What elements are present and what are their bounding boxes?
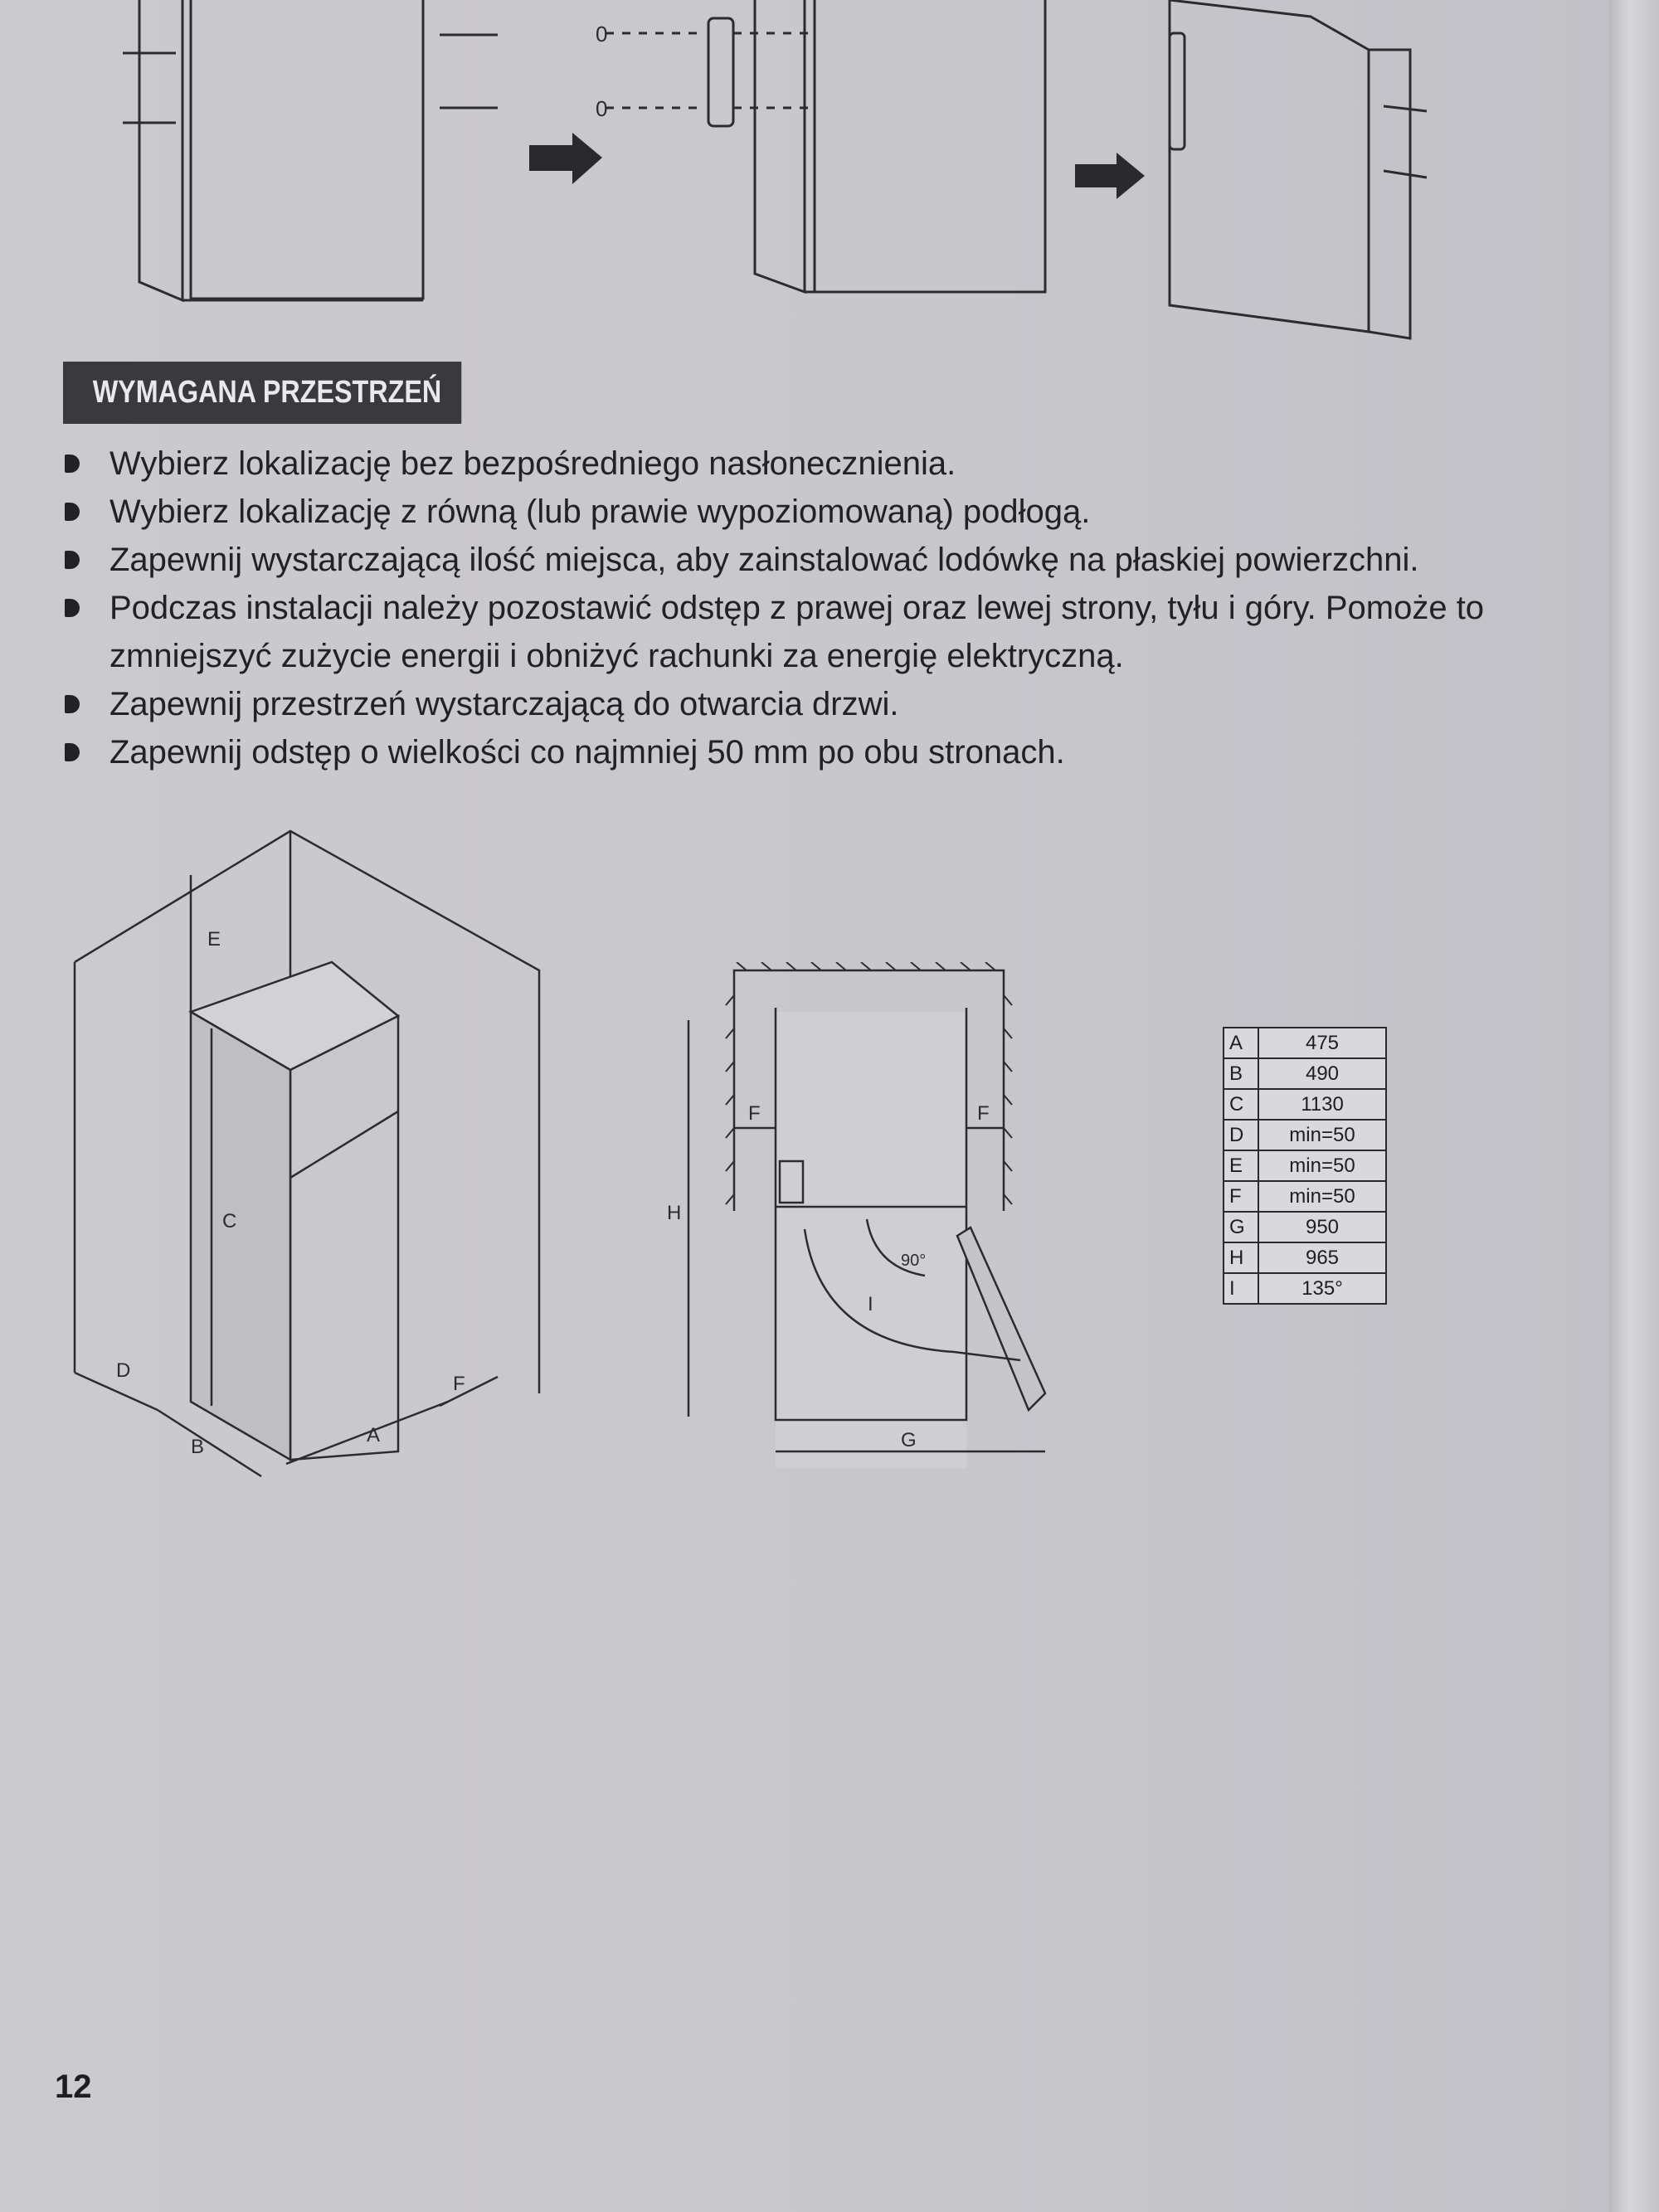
table-row: F min=50 bbox=[1224, 1181, 1386, 1212]
list-item: Podczas instalacji należy pozostawić odstęp z prawej oraz lewej strony, tyłu i góry. Pomoże to zmniejszyć zużycie energii i obniżyć rachunki za energię elektryczną. bbox=[58, 584, 1535, 680]
label-i: I bbox=[868, 1293, 873, 1315]
zero-label: 0 bbox=[596, 96, 608, 121]
page-edge bbox=[1609, 0, 1659, 2212]
label-f: F bbox=[453, 1373, 465, 1395]
fridge-step-2 bbox=[708, 0, 1045, 292]
label-h: H bbox=[667, 1202, 682, 1224]
table-row: G 950 bbox=[1224, 1212, 1386, 1242]
isometric-clearance-diagram bbox=[58, 821, 572, 1501]
arrow-icon bbox=[606, 33, 815, 108]
table-row: I 135° bbox=[1224, 1273, 1386, 1304]
door-reversal-figure bbox=[100, 0, 1460, 348]
bullet-icon bbox=[65, 599, 80, 617]
list-item: Zapewnij wystarczającą ilość miejsca, aby zainstalować lodówkę na płaskiej powierzchni. bbox=[58, 536, 1535, 584]
front-view-diagram bbox=[655, 962, 1103, 1468]
label-e: E bbox=[207, 928, 221, 950]
zero-label: 0 bbox=[596, 22, 608, 46]
list-item: Zapewnij przestrzeń wystarczającą do otwarcia drzwi. bbox=[58, 680, 1535, 728]
dimensions-table bbox=[1223, 1027, 1387, 1305]
list-item: Wybierz lokalizację bez bezpośredniego nasłonecznienia. bbox=[58, 440, 1535, 488]
list-item: Wybierz lokalizację z równą (lub prawie wypoziomowaną) podłogą. bbox=[58, 488, 1535, 536]
bullet-icon bbox=[65, 695, 80, 713]
page-number: 12 bbox=[55, 2069, 92, 2105]
bullet-icon bbox=[65, 455, 80, 473]
table-row: B 490 bbox=[1224, 1058, 1386, 1089]
bullet-icon bbox=[65, 743, 80, 761]
label-angle: 90° bbox=[901, 1252, 927, 1270]
table-row: E min=50 bbox=[1224, 1150, 1386, 1181]
next-step-arrow-icon bbox=[529, 133, 602, 184]
table-row: A 475 bbox=[1224, 1028, 1386, 1058]
label-f-right: F bbox=[977, 1102, 990, 1125]
label-g: G bbox=[901, 1429, 917, 1451]
fridge-step-3 bbox=[1170, 0, 1410, 338]
next-step-arrow-icon bbox=[1075, 153, 1145, 199]
arrow-icon bbox=[440, 35, 498, 108]
label-f-left: F bbox=[748, 1102, 761, 1125]
list-item: Zapewnij odstęp o wielkości co najmniej 50 mm po obu stronach. bbox=[58, 728, 1535, 776]
table-row: C 1130 bbox=[1224, 1089, 1386, 1120]
label-d: D bbox=[116, 1359, 131, 1382]
label-c: C bbox=[222, 1210, 237, 1232]
arrow-icon bbox=[123, 53, 176, 123]
bullet-icon bbox=[65, 503, 80, 521]
arrow-icon bbox=[1384, 106, 1427, 177]
requirements-list bbox=[58, 440, 1535, 776]
table-row: H 965 bbox=[1224, 1242, 1386, 1273]
label-b: B bbox=[191, 1436, 205, 1458]
table-row: D min=50 bbox=[1224, 1120, 1386, 1150]
bullet-icon bbox=[65, 551, 80, 569]
label-a: A bbox=[367, 1424, 381, 1446]
fridge-step-1 bbox=[139, 0, 423, 300]
section-title: WYMAGANA PRZESTRZEŃ bbox=[63, 362, 461, 424]
